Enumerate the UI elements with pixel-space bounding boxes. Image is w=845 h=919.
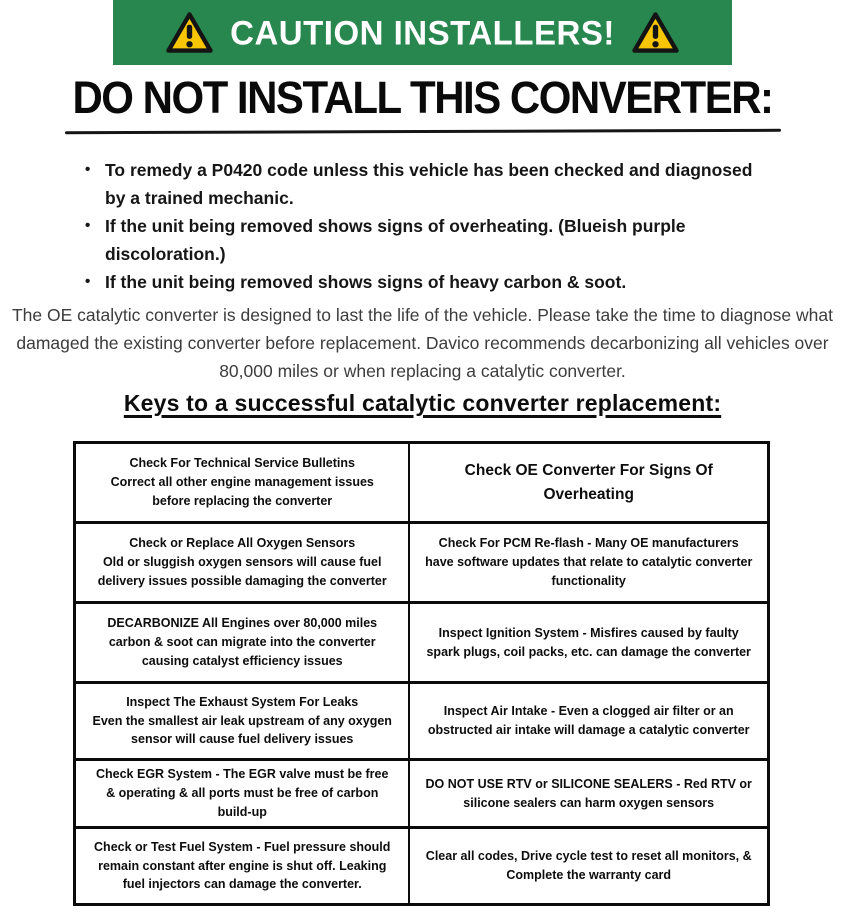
table-cell-right: [410, 761, 767, 826]
cell-text: Inspect Air Intake - Even a clogged air filter or an obstructed air intake will damage a catalytic converter: [427, 704, 750, 737]
banner-title: CAUTION INSTALLERS!: [230, 12, 615, 52]
table-cell-left: [76, 761, 410, 826]
cell-text: Even the smallest air leak upstream of any oxygen sensor will cause fuel delivery issues: [92, 713, 392, 747]
warning-triangle-icon: [631, 11, 680, 55]
replacement-tips-table: [73, 441, 770, 906]
bullet-text: If the unit being removed shows signs of overheating. (Blueish purple discoloration.): [105, 216, 686, 264]
bullet-text: To remedy a P0420 code unless this vehicle has been checked and diagnosed by a trained mechanic.: [105, 160, 753, 208]
table-row: [76, 444, 767, 521]
cell-text: Inspect The Exhaust System For Leaks: [126, 694, 359, 709]
cell-text: Correct all other engine management issues before replacing the converter: [110, 475, 374, 508]
bullet-marker: •: [85, 161, 91, 178]
table-cell-left: [76, 444, 410, 521]
oe-converter-paragraph: The OE catalytic converter is designed to last the life of the vehicle. Please take the time to diagnose what damaged the existing converter before replacement. Davico recommends decarbonizing all vehicles over 80,000 miles or when replacing a catalytic converter.: [11, 305, 833, 381]
cell-text: Clear all codes, Drive cycle test to reset all monitors, & Complete the warranty card: [425, 849, 752, 882]
bullet-marker: •: [85, 217, 91, 234]
cell-text: Inspect Ignition System - Misfires caused by faulty spark plugs, coil packs, etc. can damage the converter: [426, 625, 751, 659]
bullet-text: If the unit being removed shows signs of heavy carbon & soot.: [105, 272, 627, 292]
do-not-install-headline: DO NOT INSTALL THIS CONVERTER:: [72, 72, 773, 123]
keys-heading: Keys to a successful catalytic converter replacement:: [123, 390, 722, 416]
cell-text: Check or Test Fuel System - Fuel pressure should remain constant after engine is shut off. Leaking fuel injectors can damage the converter.: [94, 839, 391, 892]
table-row: [76, 681, 767, 758]
cell-text: Check For Technical Service Bulletins: [129, 456, 355, 471]
table-row: [76, 758, 767, 826]
cell-text: Old or sluggish oxygen sensors will cause fuel delivery issues possible damaging the converter: [97, 555, 387, 588]
cell-text: Check or Replace All Oxygen Sensors: [129, 536, 356, 551]
caution-banner: [113, 0, 732, 65]
warning-triangle-icon: [165, 11, 214, 55]
table-cell-left: [76, 829, 410, 903]
table-cell-right: [410, 684, 767, 758]
table-cell-right: [410, 524, 767, 601]
list-item: [85, 212, 760, 268]
table-row: [76, 521, 767, 601]
bullet-marker: •: [85, 273, 91, 290]
divider-rule: [65, 129, 781, 134]
table-cell-left: [76, 684, 410, 758]
table-cell-left: [76, 604, 410, 681]
table-row: [76, 601, 767, 681]
table-row: [76, 826, 767, 903]
list-item: [85, 156, 760, 212]
table-cell-right: [410, 829, 767, 903]
cell-text: Check For PCM Re-flash - Many OE manufacturers have software updates that relate to catalytic converter functionality: [425, 536, 753, 588]
list-item: [85, 268, 760, 296]
table-cell-left: [76, 524, 410, 601]
cell-text: DO NOT USE RTV or SILICONE SEALERS - Red RTV or silicone sealers can harm oxygen sensors: [425, 776, 752, 810]
table-cell-right: [410, 604, 767, 681]
cell-text: Check EGR System - The EGR valve must be free & operating & all ports must be free of carbon build-up: [95, 767, 389, 819]
cell-text: Check OE Converter For Signs Of Overheating: [464, 462, 713, 503]
warning-bullet-list: [85, 156, 760, 296]
table-cell-right: [410, 444, 767, 521]
cell-text: DECARBONIZE All Engines over 80,000 miles carbon & soot can migrate into the converter causing catalyst efficiency issues: [107, 616, 378, 668]
